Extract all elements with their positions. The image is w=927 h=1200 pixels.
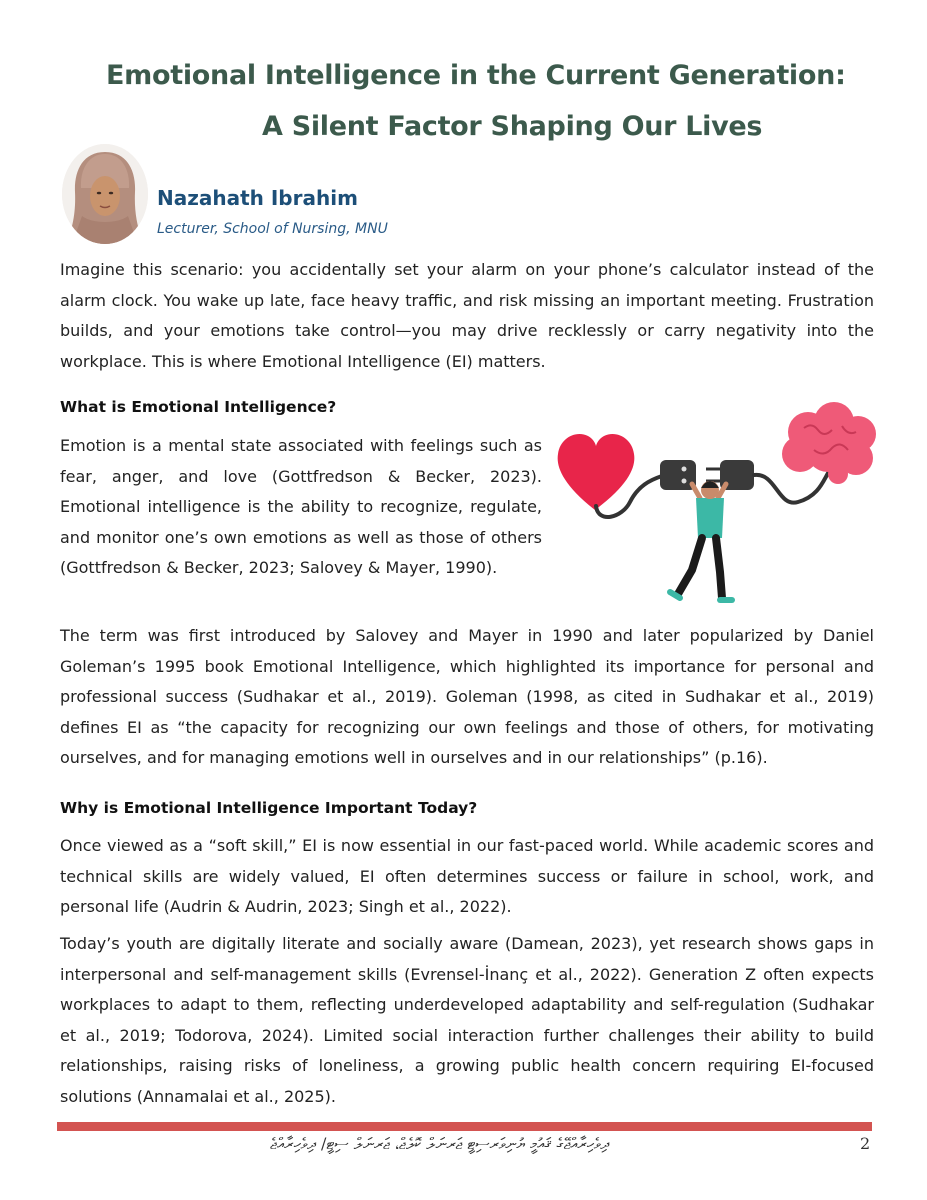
footer-accent-bar [57,1122,872,1131]
section2-paragraph-1: Once viewed as a “soft skill,” EI is now essential in our fast-paced world. While academic scores and technical skills are widely valued, EI often determines success or failure in school, work, and personal life (Audrin & Audrin, 2023; Singh et al., 2022). [60,836,874,916]
article-title-line-1: Emotional Intelligence in the Current Generation: [106,60,846,91]
article-title-line-2: A Silent Factor Shaping Our Lives [262,111,763,142]
footer-text: ދިވެހިރާއްޖޭގެ ޤައުމީ ޔުނިވަރސިޓީ ޖަރނަލް ކޮލެޖް، ޖަރނަލް ސިޓީ/ ދިވެހިރާއްޖެ [270,1134,610,1153]
author-role: Lecturer, School of Nursing, MNU [157,221,388,237]
intro-paragraph: Imagine this scenario: you accidentally set your alarm on your phone’s calculator instead of the alarm clock. You wake up late, face heavy traffic, and risk missing an important meeting. Frustration builds, and your emotions take control—you may drive recklessly or carry negativity into the workplace. This is where Emotional Intelligence (EI) matters. [60,260,874,371]
author-name: Nazahath Ibrahim [157,186,358,210]
heart-icon [558,434,635,510]
author-photo [62,144,148,244]
brain-icon [782,402,876,484]
section-heading-why-important: Why is Emotional Intelligence Important Today? [60,799,478,817]
section1-paragraph-1: Emotion is a mental state associated with feelings such as fear, anger, and love (Gottfredson & Becker, 2023). Emotional intelligence is the ability to recognize, regulate, and monitor one’s own emotions as well as those of others (Gottfredson & Becker, 2023; Salovey & Mayer, 1990). [60,436,542,577]
section1-paragraph-2: The term was first introduced by Salovey and Mayer in 1990 and later popularized by Daniel Goleman’s 1995 book Emotional Intelligence, which highlighted its importance for personal and professional success (Sudhakar et al., 2019). Goleman (1998, as cited in Sudhakar et al., 2019) defines EI as “the capacity for recognizing our own feelings and those of others, for motivating ourselves, and for managing emotions well in ourselves and in our relationships” (p.16). [60,626,874,767]
author-avatar [62,144,148,244]
section-heading-what-is-ei: What is Emotional Intelligence? [60,398,337,416]
heart-brain-illustration [552,398,882,606]
section2-paragraph-2: Today’s youth are digitally literate and socially aware (Damean, 2023), yet research shows gaps in interpersonal and self-management skills (Evrensel-İnanç et al., 2022). Generation Z often expects workplaces to adapt to them, reflecting underdeveloped adaptability and self-regulation (Sudhakar et al., 2019; Todorova, 2024). Limited social interaction further challenges their ability to build relationships, raising risks of loneliness, a growing public health concern requiring EI-focused solutions (Annamalai et al., 2025). [60,934,874,1106]
person-figure-icon [670,481,732,600]
page-number: 2 [860,1134,871,1153]
